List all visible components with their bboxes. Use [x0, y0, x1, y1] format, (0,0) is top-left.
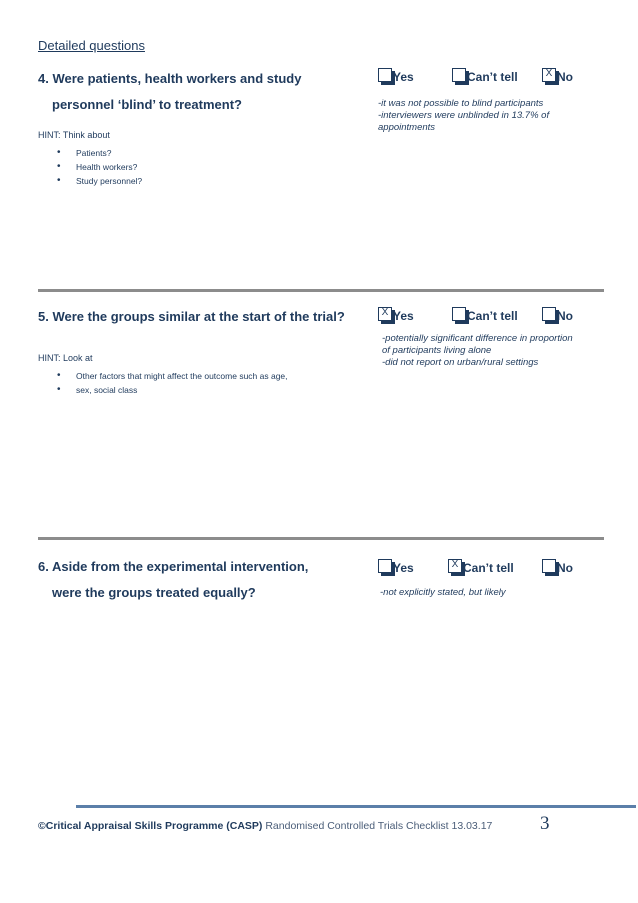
note-line: -not explicitly stated, but likely: [380, 587, 506, 598]
q4-no-mark: X: [545, 68, 553, 79]
q5-yes-option[interactable]: [378, 303, 414, 323]
q5-yes-label: Yes: [393, 309, 414, 323]
q4-no-label: No: [557, 70, 573, 84]
q6-cant-tell-option[interactable]: [448, 555, 514, 575]
hint-item-continued: [38, 383, 288, 397]
note-line: -it was not possible to blind participants: [378, 98, 544, 109]
q6-no-label: No: [557, 561, 573, 575]
question-4-hint: HINT: Think about: [38, 130, 110, 140]
q6-no-option[interactable]: [542, 555, 573, 575]
q4-cant-tell-option[interactable]: [452, 64, 518, 84]
question-5-hint: HINT: Look at: [38, 353, 93, 363]
footer-text: Randomised Controlled Trials Checklist 13.03.17: [262, 820, 493, 832]
q5-cant-tell-option[interactable]: [452, 303, 518, 323]
note-line: -interviewers were unblinded in 13.7% of: [378, 110, 550, 121]
footer-rule: [76, 805, 636, 808]
q6-cant-tell-checkbox[interactable]: [448, 559, 462, 573]
question-6-notes: [380, 587, 506, 599]
q4-no-option[interactable]: [542, 64, 573, 84]
hint-item: • Health workers?: [38, 160, 142, 174]
q4-yes-checkbox[interactable]: [378, 68, 392, 82]
question-5-line1: 5. Were the groups similar at the start of the trial?: [38, 309, 345, 324]
q6-no-checkbox[interactable]: [542, 559, 556, 573]
hint-item: • Patients?: [38, 146, 142, 160]
q6-yes-option[interactable]: [378, 555, 414, 575]
q6-yes-checkbox[interactable]: [378, 559, 392, 573]
q5-no-option[interactable]: [542, 303, 573, 323]
hint-item-text: sex, social class: [76, 385, 138, 395]
footer-org: ©Critical Appraisal Skills Programme (CASP): [38, 820, 263, 832]
section-title: Detailed questions: [38, 38, 145, 53]
question-4-notes: [378, 98, 549, 134]
question-6-line2: were the groups treated equally?: [52, 585, 256, 600]
q5-yes-checkbox[interactable]: [378, 307, 392, 321]
footer: [38, 820, 492, 832]
q4-cant-tell-label: Can’t tell: [467, 70, 518, 84]
question-4-line2: personnel ‘blind’ to treatment?: [52, 97, 242, 112]
note-line: -did not report on urban/rural settings: [382, 357, 539, 368]
q6-cant-tell-mark: X: [451, 559, 459, 570]
q5-no-checkbox[interactable]: [542, 307, 556, 321]
hint-item: • Study personnel?: [38, 174, 142, 188]
q4-yes-option[interactable]: [378, 64, 414, 84]
note-line: of participants living alone: [382, 345, 492, 356]
question-6-line1: 6. Aside from the experimental intervention,: [38, 559, 309, 574]
q5-yes-mark: X: [381, 307, 389, 318]
section-divider: [38, 537, 604, 540]
note-line: appointments: [378, 122, 436, 133]
section-divider: [38, 289, 604, 292]
question-4-line1: 4. Were patients, health workers and study: [38, 71, 302, 86]
note-line: -potentially significant difference in proportion: [382, 333, 573, 344]
q5-cant-tell-checkbox[interactable]: [452, 307, 466, 321]
q4-cant-tell-checkbox[interactable]: [452, 68, 466, 82]
q6-cant-tell-label: Can’t tell: [463, 561, 514, 575]
q4-yes-label: Yes: [393, 70, 414, 84]
q6-yes-label: Yes: [393, 561, 414, 575]
q4-no-checkbox[interactable]: [542, 68, 556, 82]
question-5-notes: [382, 333, 573, 369]
question-4-hint-list: [38, 146, 142, 188]
q5-cant-tell-label: Can’t tell: [467, 309, 518, 323]
page-number: 3: [540, 813, 550, 834]
q5-no-label: No: [557, 309, 573, 323]
question-5-hint-list: [38, 369, 288, 397]
hint-item: • Other factors that might affect the outcome such as age,: [38, 369, 288, 383]
